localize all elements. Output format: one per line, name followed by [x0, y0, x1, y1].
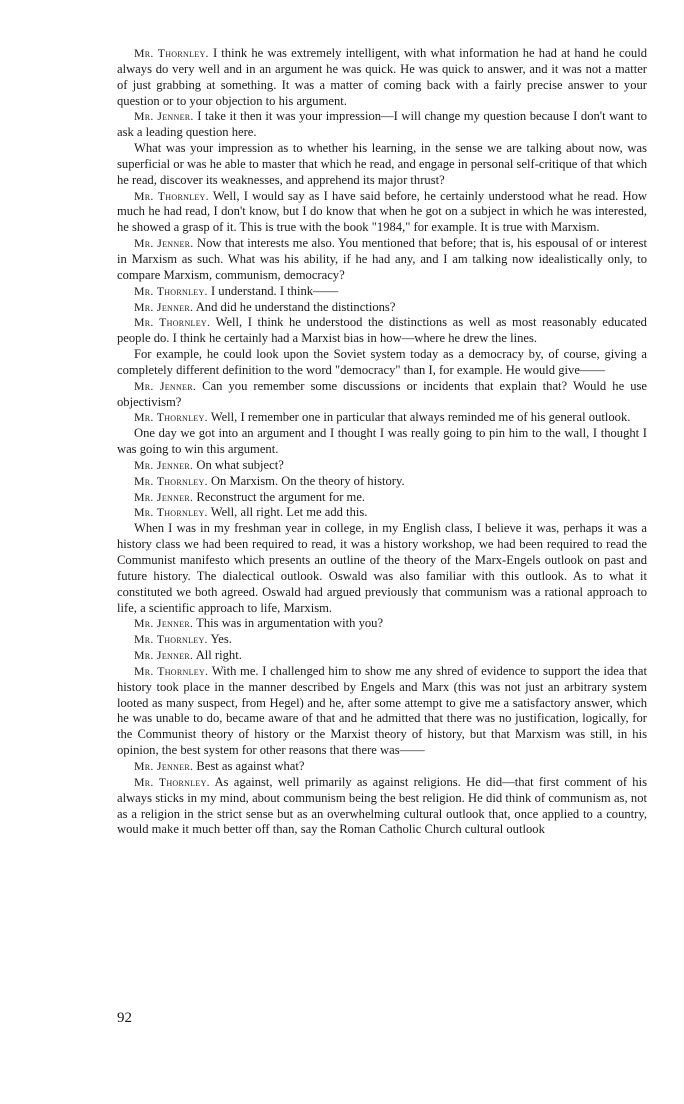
transcript-paragraph	[117, 458, 647, 474]
paragraph-text: Can you remember some discussions or incidents that explain that? Would he use objectivism?	[117, 378, 647, 409]
transcript-paragraph	[117, 632, 647, 648]
paragraph-text: And did he understand the distinctions?	[193, 299, 396, 314]
paragraph-text: For example, he could look upon the Soviet system today as a democracy by, of course, giving a completely different definition to the word "democracy" than I, for example. He would give——	[117, 347, 647, 377]
transcript-paragraph	[117, 410, 647, 426]
transcript-paragraph	[117, 189, 647, 237]
speaker-label: Mr. Jenner.	[134, 378, 197, 393]
speaker-label: Mr. Thornley.	[134, 505, 208, 520]
transcript-paragraph	[117, 109, 647, 141]
speaker-label: Mr. Jenner.	[134, 109, 194, 124]
page-number: 92	[117, 1010, 132, 1026]
speaker-label: Mr. Jenner.	[134, 236, 194, 251]
paragraph-text: Reconstruct the argument for me.	[193, 489, 366, 504]
paragraph-text: One day we got into an argument and I thought I was really going to pin him to the wall, I thought I was going to win this argument.	[117, 426, 647, 457]
paragraph-text: Well, I would say as I have said before, he certainly understood what he read. How much he had read, I don't know, but I do know that when he got on a subject in which he was interested, he showed a grasp of it. This is true with the book "1984," for example. It is true with Marxism.	[117, 188, 647, 235]
paragraph-text: I understand. I think——	[207, 283, 339, 298]
speaker-label: Mr. Jenner.	[134, 648, 194, 663]
speaker-label: Mr. Jenner.	[134, 616, 194, 631]
transcript-paragraph	[117, 505, 647, 521]
paragraph-text: Now that interests me also. You mentioned that before; that is, his espousal of or interest in Marxism as such. What was his ability, if he had any, and I am talking now idealistically only, to compare Marxism, communism, democracy?	[117, 236, 648, 282]
paragraph-text: With me. I challenged him to show me any shred of evidence to support the idea that history took place in the manner described by Engels and Marx (this was not just an arbitrary system looted as many suspect, from Hegel) and he, after some attempt to give me a satisfactory answer, which he was unable to do, became aware of that and he admitted that there was no justification, logically, for the Communist theory of history or the Marxist theory of history, but that Marxism was still, in his opinion, the best system for other reasons that there was——	[117, 663, 647, 758]
transcript-page	[117, 46, 647, 838]
paragraph-text: This was in argumentation with you?	[193, 616, 384, 631]
paragraph-text: On what subject?	[193, 457, 284, 472]
speaker-label: Mr. Jenner.	[134, 489, 194, 504]
transcript-paragraph	[117, 347, 647, 379]
transcript-paragraph	[117, 490, 647, 506]
speaker-label: Mr. Thornley.	[134, 410, 208, 425]
transcript-paragraph	[117, 775, 647, 838]
transcript-paragraph	[117, 426, 647, 458]
speaker-label: Mr. Thornley.	[134, 473, 208, 488]
transcript-paragraph	[117, 664, 647, 759]
speaker-label: Mr. Thornley.	[134, 663, 209, 678]
transcript-paragraph	[117, 648, 647, 664]
speaker-label: Mr. Thornley.	[134, 46, 209, 60]
transcript-paragraph	[117, 379, 647, 411]
transcript-paragraph	[117, 300, 647, 316]
transcript-paragraph	[117, 315, 647, 347]
paragraph-text: I take it then it was your impression—I will change my question because I don't want to ask a leading question here.	[117, 109, 647, 140]
transcript-paragraph	[117, 521, 647, 616]
paragraph-text: When I was in my freshman year in college, in my English class, I believe it was, perhaps it was a history class we had been required to read, it was a history workshop, we had been required to read the Communist manifesto which presents an outline of the theory of the Marx-Engels outlook on past and future history. The dialectical outlook. Oswald was also familiar with this outlook. As to what it constituted we both agreed. Oswald had argued previously that communism was a rational approach to life, a scientific approach to life, Marxism.	[117, 521, 647, 615]
speaker-label: Mr. Jenner.	[134, 299, 194, 314]
speaker-label: Mr. Thornley.	[134, 315, 211, 330]
transcript-paragraph	[117, 474, 647, 490]
speaker-label: Mr. Jenner.	[134, 758, 194, 773]
speaker-label: Mr. Thornley.	[134, 774, 210, 789]
transcript-paragraph	[117, 236, 647, 284]
transcript-paragraph	[117, 616, 647, 632]
paragraph-text: Well, all right. Let me add this.	[207, 505, 368, 520]
speaker-label: Mr. Thornley.	[134, 188, 209, 203]
paragraph-text: Best as against what?	[193, 758, 305, 773]
paragraph-text: What was your impression as to whether his learning, in the sense we are talking about now, was superficial or was he able to master that which he read, and engage in personal self-critique of that which he read, discover its weaknesses, and apprehend its major thrust?	[117, 141, 647, 187]
paragraph-text: Yes.	[207, 632, 232, 647]
paragraph-text: On Marxism. On the theory of history.	[207, 473, 405, 488]
paragraph-text: Well, I think he understood the distinctions as well as most reasonably educated people do. I think he certainly had a Marxist bias in how—where he drew the lines.	[117, 315, 647, 346]
paragraph-text: As against, well primarily as against religions. He did—that first comment of his always sticks in my mind, about communism being the best religion. He did think of communism as, not as a religion in the strict sense but as an overwhelming cultural outlook that, once applied to a country, would make it much better off than, say the Roman Catholic Church cultural outlook	[117, 774, 647, 837]
speaker-label: Mr. Thornley.	[134, 283, 208, 298]
transcript-paragraph	[117, 141, 647, 189]
speaker-label: Mr. Jenner.	[134, 457, 194, 472]
paragraph-text: I think he was extremely intelligent, with what information he had at hand he could always do very well and in an argument he was quick. He was quick to answer, and it was not a matter of just grabbing at something. It was a matter of coming back with a fairly precise answer to your question or to your objection to his argument.	[117, 46, 647, 108]
paragraph-text: Well, I remember one in particular that always reminded me of his general outlook.	[207, 410, 631, 425]
speaker-label: Mr. Thornley.	[134, 632, 208, 647]
transcript-paragraph	[117, 284, 647, 300]
paragraph-text: All right.	[193, 648, 242, 663]
transcript-paragraph	[117, 759, 647, 775]
transcript-paragraph	[117, 46, 647, 109]
